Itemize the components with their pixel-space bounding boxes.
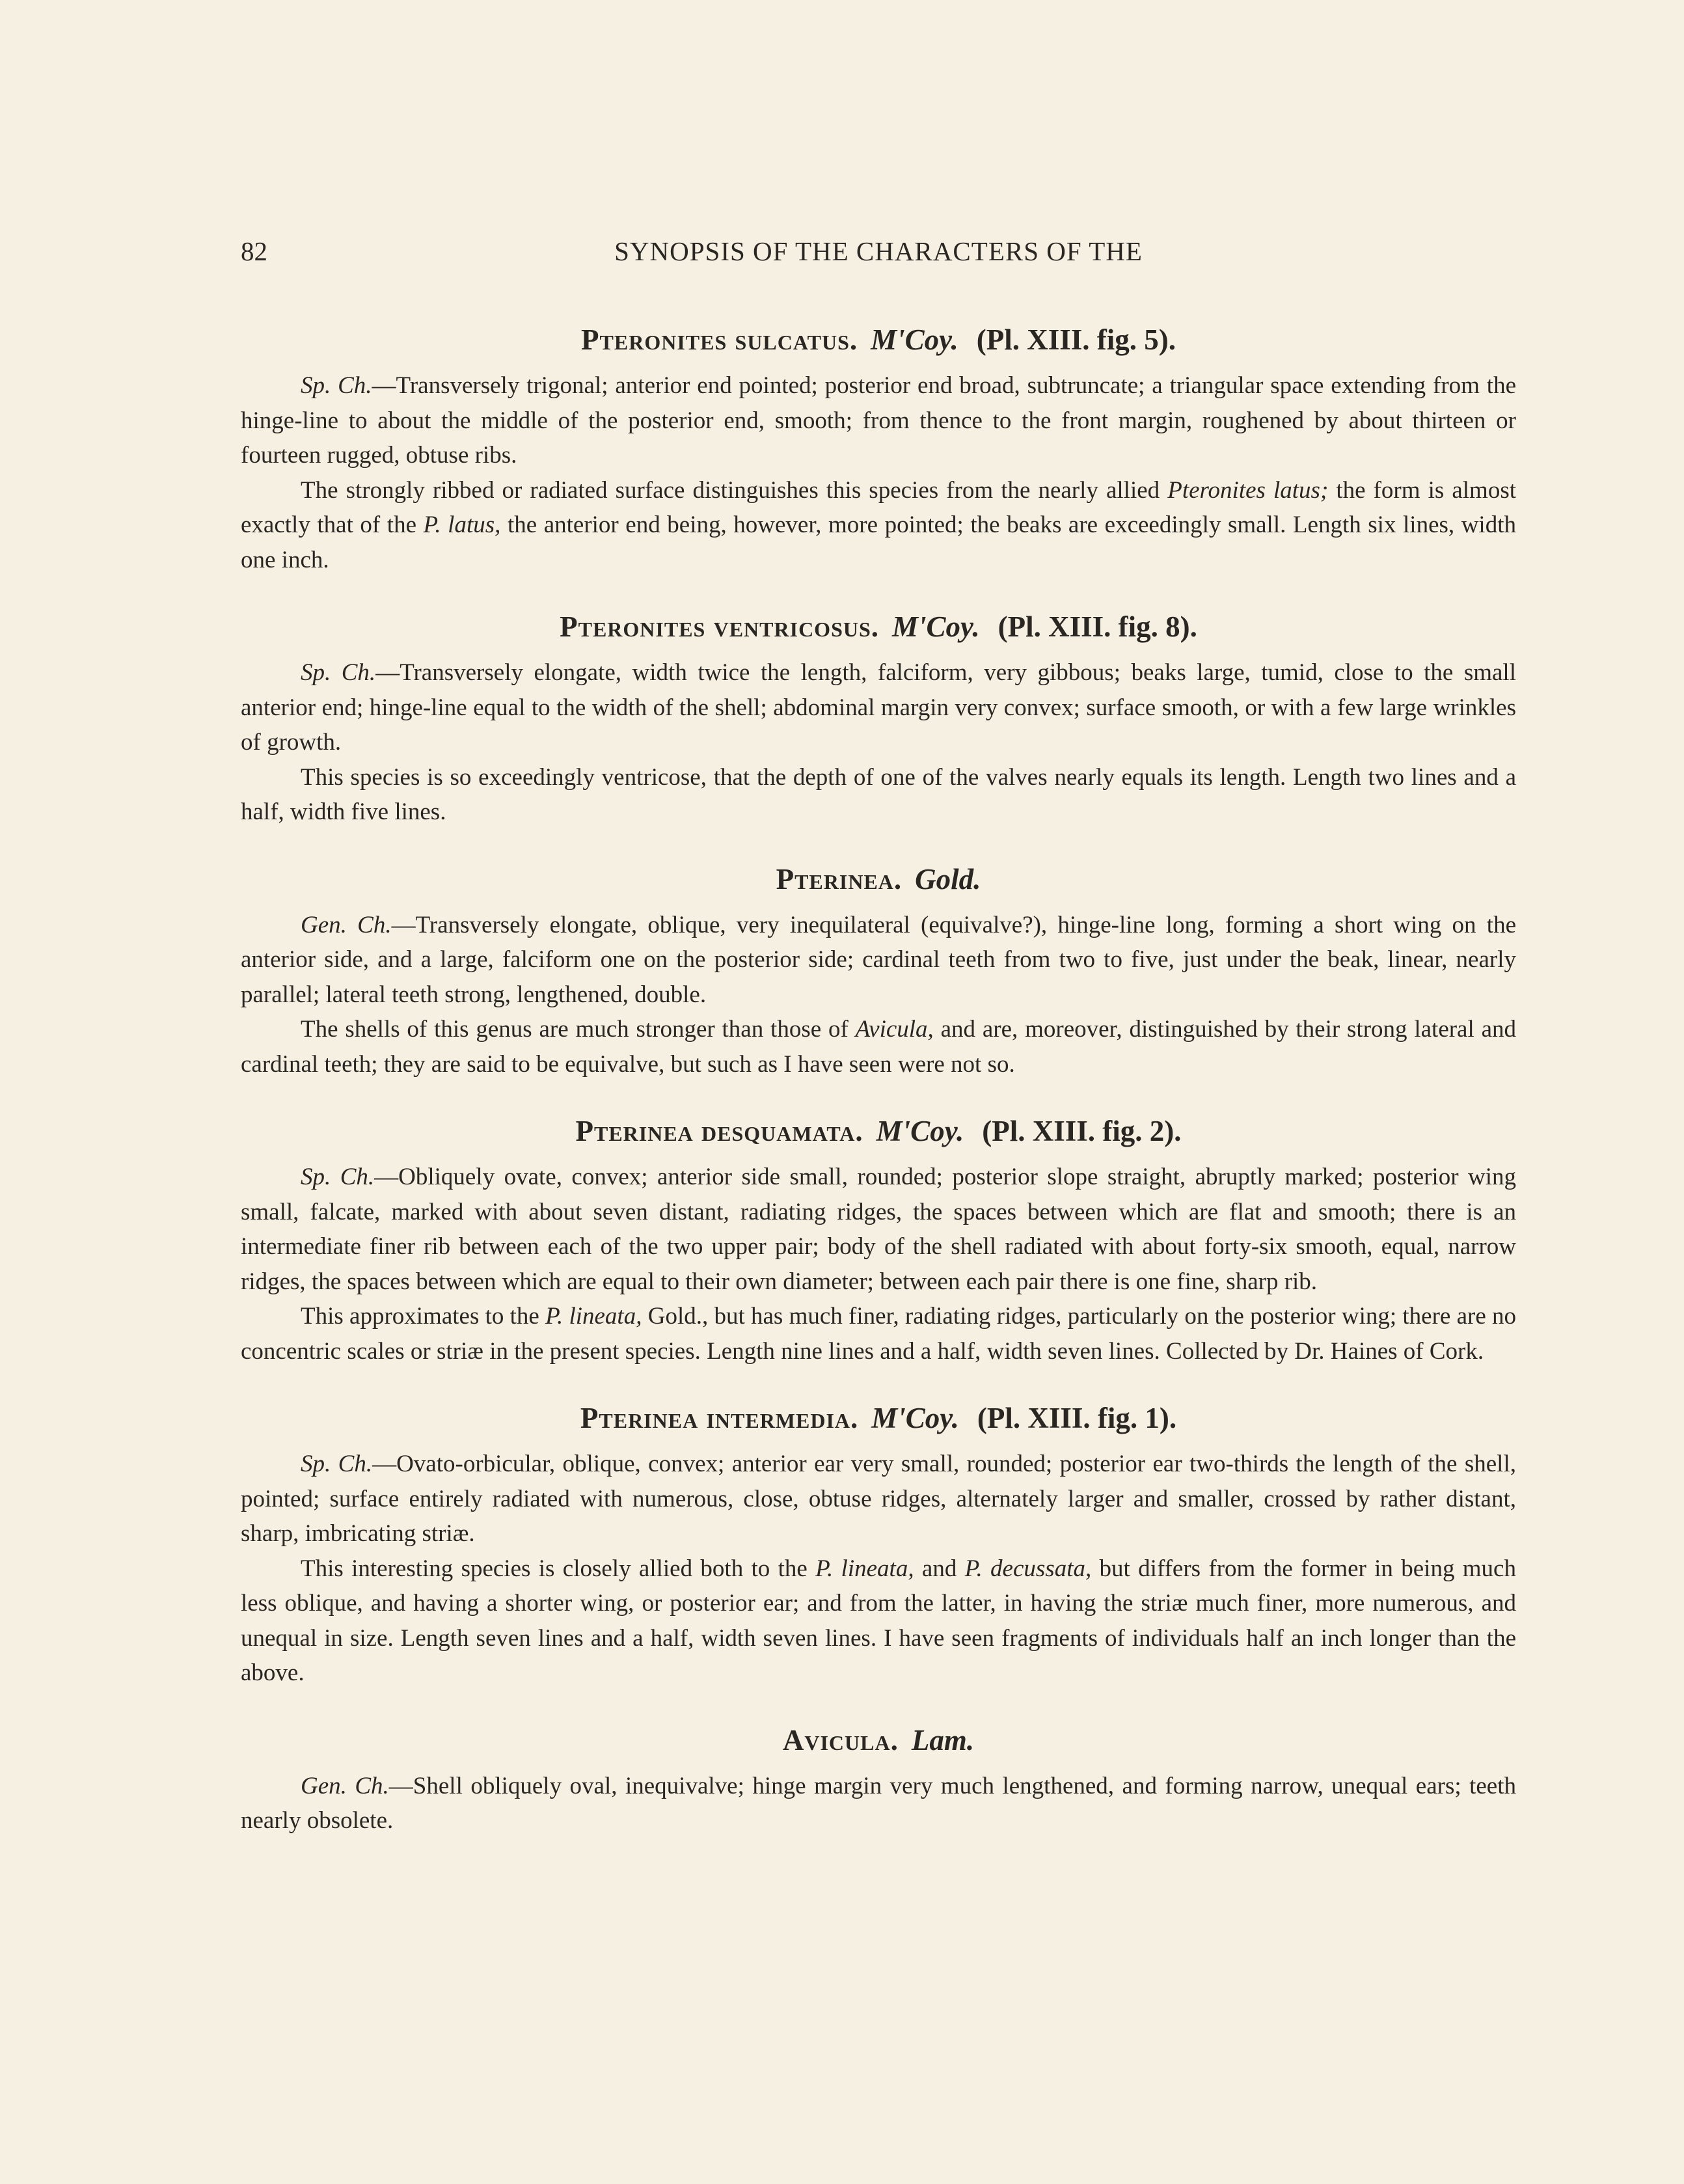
plate-reference: (Pl. XIII. fig. 5). <box>976 323 1176 356</box>
paragraph <box>241 1447 1516 1551</box>
section-heading <box>241 1399 1516 1438</box>
section-heading <box>241 860 1516 899</box>
section-pteronites-sulcatus <box>241 320 1516 577</box>
taxon-author: M'Coy. <box>871 323 958 356</box>
paragraph <box>241 1012 1516 1082</box>
paragraph <box>241 1160 1516 1299</box>
plate-reference: (Pl. XIII. fig. 1). <box>977 1402 1177 1434</box>
paragraph-text: the form is almost exactly that of the <box>241 476 1516 538</box>
taxon-name: Pterinea desquamata. <box>575 1115 863 1147</box>
taxon-name: Avicula. <box>782 1723 899 1756</box>
paragraph <box>241 1769 1516 1838</box>
taxon-reference: P. decussata, <box>964 1555 1092 1582</box>
paragraph-text: —Ovato-orbicular, oblique, convex; anterior ear very small, rounded; posterior ear two-thirds the length of the shell, pointed; surface entirely radiated with numerous, close, obtuse ridges, alternately larger and smaller, crossed by rather distant, sharp, imbricating striæ. <box>241 1451 1516 1547</box>
section-heading <box>241 320 1516 359</box>
running-head <box>241 236 1516 275</box>
paragraph <box>241 473 1516 578</box>
paragraph-text: —Transversely trigonal; anterior end pointed; posterior end broad, subtruncate; a triangular space extending from the hinge-line to about the middle of the posterior end, smooth; from thence to the front margin, roughened by about thirteen or fourteen rugged, obtuse ribs. <box>241 372 1516 469</box>
paragraph-label: Sp. Ch. <box>301 372 372 399</box>
taxon-name: Pteronites ventricosus. <box>560 610 880 643</box>
section-heading <box>241 1112 1516 1151</box>
paragraph-text: and <box>914 1555 965 1582</box>
section-avicula <box>241 1721 1516 1838</box>
paragraph <box>241 368 1516 473</box>
paragraph-text: This approximates to the <box>301 1303 546 1330</box>
taxon-author: Gold. <box>915 862 981 895</box>
running-title: SYNOPSIS OF THE CHARACTERS OF THE <box>614 236 1143 266</box>
page-number: 82 <box>241 236 267 266</box>
paragraph <box>241 1299 1516 1369</box>
taxon-name: Pterinea. <box>776 862 903 895</box>
section-pteronites-ventricosus <box>241 607 1516 830</box>
paragraph <box>241 1551 1516 1691</box>
paragraph-text: and are, moreover, distinguished by their strong lateral and cardinal teeth; they are said to be equivalve, but such as I have seen were not so. <box>241 1016 1516 1078</box>
paragraph <box>241 760 1516 830</box>
paragraph-text: Gold., but has much finer, radiating ridges, particularly on the posterior wing; there are no concentric scales or striæ in the present species. Length nine lines and a half, width seven lines. Collected by Dr. Haines of Cork. <box>241 1303 1517 1365</box>
taxon-author: Lam. <box>911 1723 975 1756</box>
paragraph <box>241 908 1516 1013</box>
taxon-reference: Pteronites latus; <box>1167 476 1329 504</box>
taxon-reference: P. lineata, <box>815 1555 914 1582</box>
paragraph-text: This interesting species is closely allied both to the <box>301 1555 816 1582</box>
paragraph-text: This species is so exceedingly ventricose, that the depth of one of the valves nearly equals its length. Length two lines and a half, width five lines. <box>241 763 1516 825</box>
taxon-author: M'Coy. <box>876 1115 964 1147</box>
paragraph-text: The shells of this genus are much stronger than those of <box>301 1016 856 1043</box>
paragraph-label: Sp. Ch. <box>301 1451 373 1477</box>
plate-reference: (Pl. XIII. fig. 8). <box>998 610 1197 643</box>
paragraph <box>241 655 1516 760</box>
paragraph-text: but differs from the former in being much less oblique, and having a shorter wing, or posterior ear; and from the latter, in having the striæ much finer, more numerous, and unequal in size. Length seven lines and a half, width seven lines. I have seen fragments of individuals half an inch longer than the above. <box>241 1555 1516 1686</box>
paragraph-text: —Transversely elongate, width twice the length, falciform, very gibbous; beaks large, tumid, close to the small anterior end; hinge-line equal to the width of the shell; abdominal margin very convex; surface smooth, or with a few large wrinkles of growth. <box>241 659 1516 756</box>
taxon-reference: P. lineata, <box>545 1303 642 1330</box>
paragraph-text: —Obliquely ovate, convex; anterior side small, rounded; posterior slope straight, abruptly marked; posterior wing small, falcate, marked with about seven distant, radiating ridges, the spaces between which are flat and smooth; there is an intermediate finer rib between each of the two upper pair; body of the shell radiated with about forty-six smooth, equal, narrow ridges, the spaces between which are equal to their own diameter; between each pair there is one fine, sharp rib. <box>241 1164 1516 1295</box>
section-heading <box>241 1721 1516 1760</box>
taxon-author: M'Coy. <box>871 1402 959 1434</box>
taxon-author: M'Coy. <box>892 610 980 643</box>
taxon-name: Pteronites sulcatus. <box>581 323 858 356</box>
taxon-reference: Avicula, <box>855 1016 934 1043</box>
paragraph-label: Gen. Ch. <box>301 911 392 938</box>
paragraph-label: Sp. Ch. <box>301 659 376 686</box>
section-pterinea <box>241 860 1516 1082</box>
plate-reference: (Pl. XIII. fig. 2). <box>982 1115 1182 1147</box>
paragraph-label: Sp. Ch. <box>301 1164 375 1190</box>
section-pterinea-desquamata <box>241 1112 1516 1369</box>
page-content <box>241 320 1516 1868</box>
paragraph-label: Gen. Ch. <box>301 1772 389 1799</box>
taxon-name: Pterinea intermedia. <box>580 1402 859 1434</box>
paragraph-text: —Transversely elongate, oblique, very inequilateral (equivalve?), hinge-line long, forming a short wing on the anterior side, and a large, falciform one on the posterior side; cardinal teeth from two to five, just under the beak, linear, nearly parallel; lateral teeth strong, lengthened, double. <box>241 911 1516 1008</box>
section-heading <box>241 607 1516 646</box>
taxon-reference: P. latus, <box>423 512 501 538</box>
section-pterinea-intermedia <box>241 1399 1516 1691</box>
paragraph-text: the anterior end being, however, more pointed; the beaks are exceedingly small. Length six lines, width one inch. <box>241 512 1516 573</box>
paragraph-text: —Shell obliquely oval, inequivalve; hinge margin very much lengthened, and forming narrow, unequal ears; teeth nearly obsolete. <box>241 1772 1516 1834</box>
paragraph-text: The strongly ribbed or radiated surface distinguishes this species from the nearly allied <box>301 476 1168 504</box>
